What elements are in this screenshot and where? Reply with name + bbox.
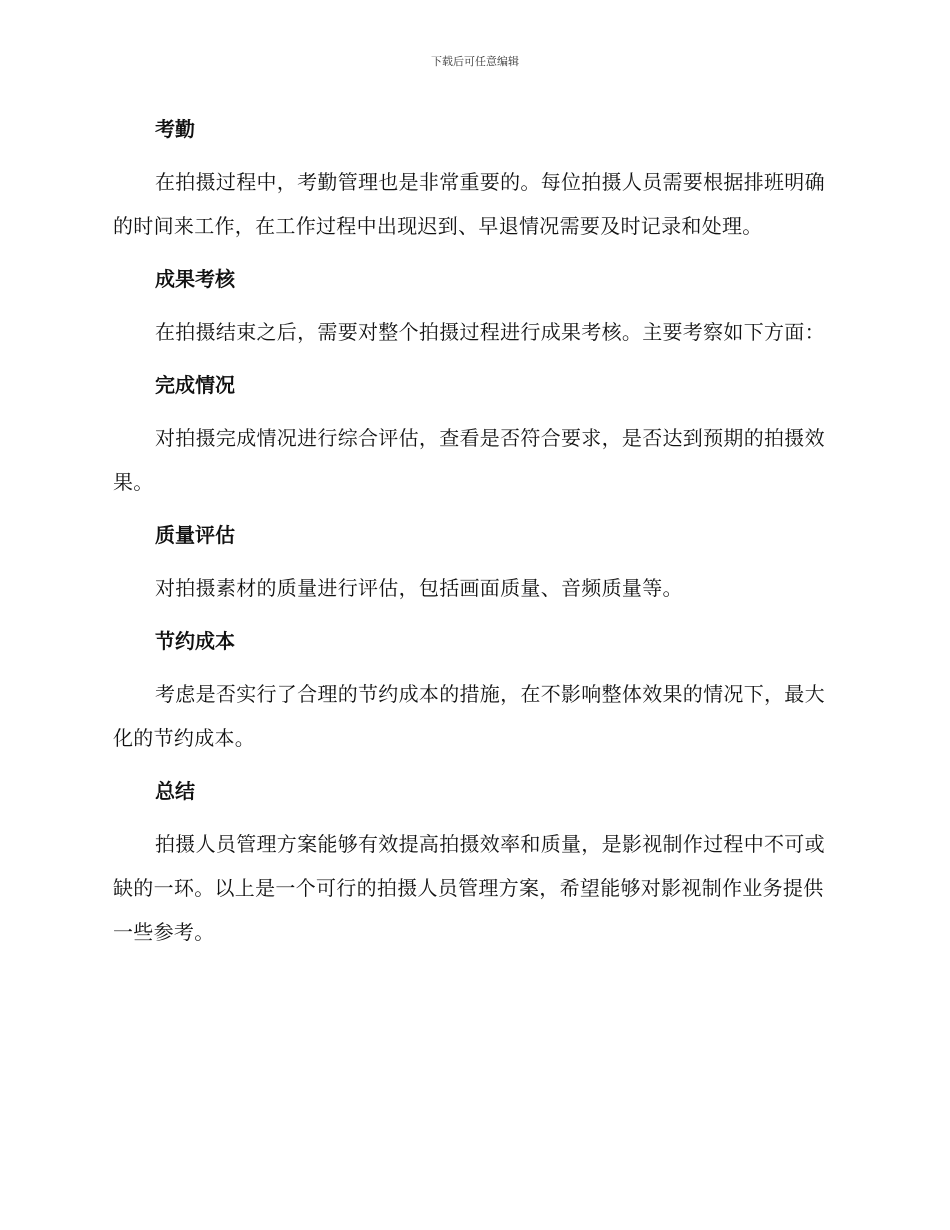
section-heading: 总结 — [155, 779, 195, 803]
section-results-assessment — [113, 262, 833, 354]
section-cost-saving — [113, 624, 833, 760]
section-heading: 成果考核 — [155, 267, 235, 291]
section-paragraph: 在拍摄结束之后，需要对整个拍摄过程进行成果考核。主要考察如下方面： — [155, 320, 825, 344]
section-heading: 考勤 — [155, 117, 195, 141]
page-header-note: 下载后可任意编辑 — [431, 55, 519, 68]
section-paragraph: 对拍摄素材的质量进行评估，包括画面质量、音频质量等。 — [155, 576, 683, 600]
section-heading: 完成情况 — [155, 373, 235, 397]
section-paragraph: 在拍摄过程中，考勤管理也是非常重要的。每位拍摄人员需要根据排班明确的时间来工作，在工作过程中出现迟到、早退情况需要及时记录和处理。 — [113, 170, 825, 238]
document-body — [113, 112, 833, 968]
section-paragraph: 考虑是否实行了合理的节约成本的措施，在不影响整体效果的情况下，最大化的节约成本。 — [113, 682, 825, 750]
section-heading: 节约成本 — [155, 629, 235, 653]
section-paragraph: 拍摄人员管理方案能够有效提高拍摄效率和质量，是影视制作过程中不可或缺的一环。以上是一个可行的拍摄人员管理方案，希望能够对影视制作业务提供一些参考。 — [113, 832, 825, 944]
section-heading: 质量评估 — [155, 523, 235, 547]
section-paragraph: 对拍摄完成情况进行综合评估，查看是否符合要求，是否达到预期的拍摄效果。 — [113, 426, 825, 494]
section-summary — [113, 774, 833, 954]
section-quality-evaluation — [113, 518, 833, 610]
section-completion — [113, 368, 833, 504]
section-attendance — [113, 112, 833, 248]
